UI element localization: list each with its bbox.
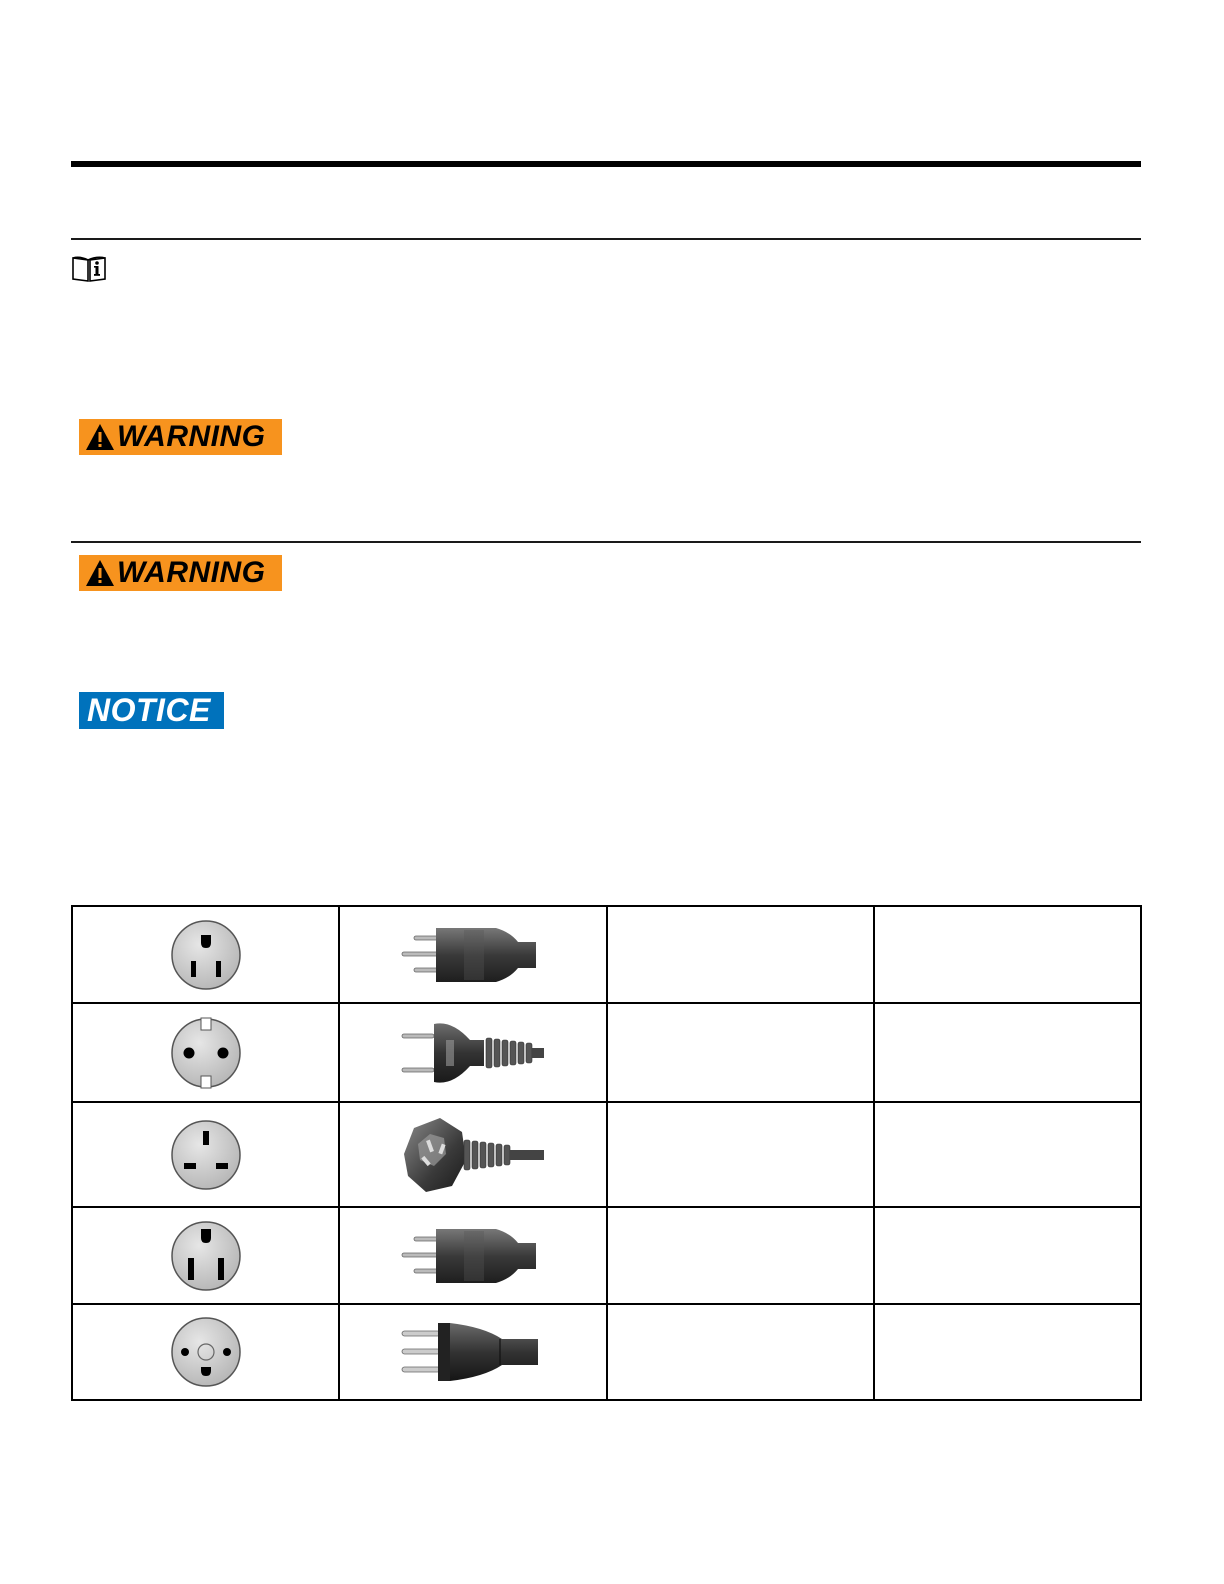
table-cell xyxy=(874,906,1141,1003)
nema-5-20-receptacle-icon xyxy=(170,919,242,991)
warning-triangle-icon xyxy=(85,559,115,587)
schuko-plug-icon xyxy=(400,1020,545,1086)
nema-5-15-plug-icon xyxy=(400,924,545,986)
plug-cell xyxy=(339,1207,606,1304)
table-row xyxy=(72,1304,1141,1400)
warning-badge xyxy=(79,419,282,455)
receptacle-cell xyxy=(72,1207,339,1304)
warning-label: WARNING xyxy=(117,420,266,453)
table-cell xyxy=(874,1003,1141,1102)
section-rule xyxy=(71,541,1141,543)
plug-cell xyxy=(339,1003,606,1102)
table-cell xyxy=(874,1102,1141,1207)
nema-5-20-receptacle-icon xyxy=(170,1220,242,1292)
receptacle-cell xyxy=(72,1304,339,1400)
notice-badge xyxy=(79,692,224,729)
table-cell xyxy=(607,1102,874,1207)
table-cell xyxy=(874,1207,1141,1304)
table-cell xyxy=(607,906,874,1003)
table-cell xyxy=(607,1207,874,1304)
plug-receptacle-table xyxy=(71,905,1142,1401)
warning-label: WARNING xyxy=(117,556,266,589)
table-row xyxy=(72,1102,1141,1207)
plug-cell xyxy=(339,1102,606,1207)
table-cell xyxy=(607,1304,874,1400)
manual-info-icon xyxy=(71,254,107,282)
header-rule xyxy=(71,161,1141,167)
cei-23-50-receptacle-icon xyxy=(170,1316,242,1388)
nema-5-15-plug-icon xyxy=(400,1225,545,1287)
table-row xyxy=(72,1003,1141,1102)
schuko-receptacle-icon xyxy=(170,1017,242,1089)
section-rule xyxy=(71,238,1141,240)
bs1363-receptacle-icon xyxy=(170,1119,242,1191)
notice-label: NOTICE xyxy=(87,692,211,728)
warning-badge xyxy=(79,555,282,591)
plug-cell xyxy=(339,906,606,1003)
table-cell xyxy=(874,1304,1141,1400)
table-cell xyxy=(607,1003,874,1102)
warning-triangle-icon xyxy=(85,423,115,451)
plug-cell xyxy=(339,1304,606,1400)
cei-23-50-plug-icon xyxy=(400,1321,545,1383)
table-row xyxy=(72,1207,1141,1304)
receptacle-cell xyxy=(72,1102,339,1207)
bs1363-plug-icon xyxy=(400,1114,545,1196)
receptacle-cell xyxy=(72,906,339,1003)
table-row xyxy=(72,906,1141,1003)
receptacle-cell xyxy=(72,1003,339,1102)
